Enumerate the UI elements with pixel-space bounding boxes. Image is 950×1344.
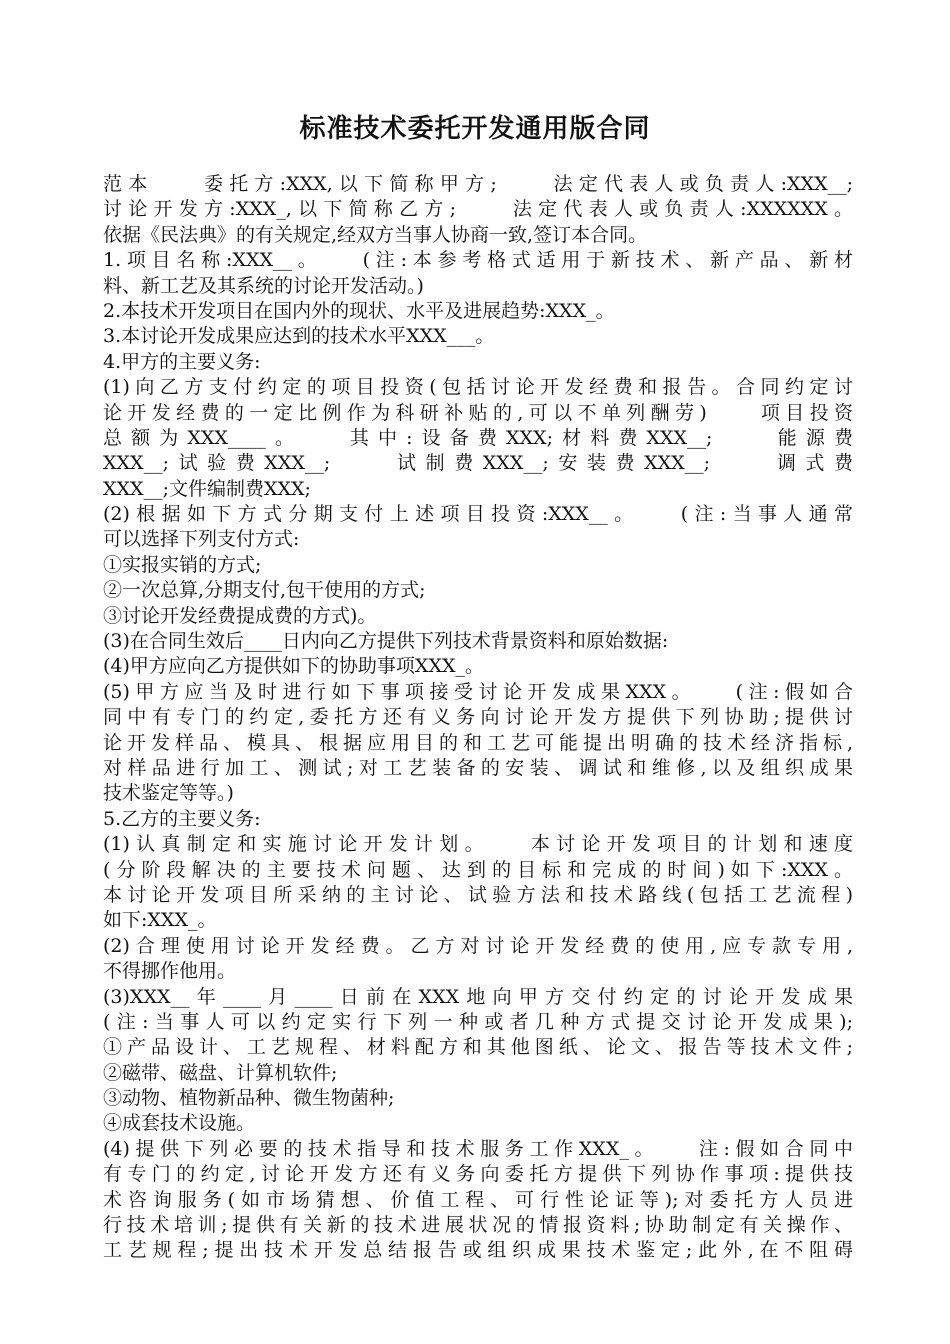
- body-line: 技术鉴定等等。): [103, 782, 234, 805]
- body-line: 论开发样品、模具、根据应用目的和工艺可能提出明确的技术经济指标,: [103, 731, 853, 754]
- body-line: (4)提供下列必要的技术指导和技术服务工作XXX_。 注:假如合同中: [103, 1137, 853, 1160]
- body-line: 5.乙方的主要义务:: [103, 807, 261, 830]
- body-line: 对样品进行加工、测试;对工艺装备的安装、调试和维修,以及组织成果: [103, 756, 853, 779]
- body-line: ②磁带、磁盘、计算机软件;: [103, 1061, 338, 1084]
- body-line: 2.本技术开发项目在国内外的现状、水平及进展趋势:XXX_。: [103, 299, 615, 322]
- body-line: 如下:XXX_。: [103, 909, 217, 932]
- body-line: ③讨论开发经费提成费的方式)。: [103, 604, 377, 627]
- document-title: 标准技术委托开发通用版合同: [299, 114, 651, 144]
- body-line: 不得挪作他用。: [103, 960, 237, 983]
- body-line: (2)合理使用讨论开发经费。乙方对讨论开发经费的使用,应专款专用,: [103, 934, 853, 957]
- body-line: (1)向乙方支付约定的项目投资(包括讨论开发经费和报告。合同约定讨: [103, 376, 853, 399]
- body-line: 有专门的约定,讨论开发方还有义务向委托方提供下列协作事项:提供技: [103, 1163, 853, 1186]
- body-line: XXX__;文件编制费XXX;: [103, 477, 311, 500]
- body-line: 1.项目名称:XXX__。 (注:本参考格式适用于新技术、新产品、新材: [103, 249, 853, 272]
- body-line: (5)甲方应当及时进行如下事项接受讨论开发成果XXX。 (注:假如合: [103, 680, 853, 703]
- body-line: ④成套技术设施。: [103, 1112, 256, 1135]
- body-line: 范本 委托方:XXX,以下简称甲方; 法定代表人或负责人:XXX__;: [103, 173, 853, 195]
- body-line: ③动物、植物新品种、微生物菌种;: [103, 1087, 395, 1110]
- body-line: 依据《民法典》的有关规定,经双方当事人协商一致,签订本合同。: [103, 223, 648, 246]
- body-line: (分阶段解决的主要技术问题、达到的目标和完成的时间)如下:XXX。: [103, 858, 853, 881]
- body-line: ①产品设计、工艺规程、材料配方和其他图纸、论文、报告等技术文件;: [103, 1036, 853, 1059]
- body-line: 论开发经费的一定比例作为科研补贴的,可以不单列酬劳) 项目投资: [103, 401, 853, 424]
- body-line: 行技术培训;提供有关新的技术进展状况的情报资料;协助制定有关操作、: [103, 1214, 853, 1237]
- body-line: ②一次总算,分期支付,包干使用的方式;: [103, 579, 426, 602]
- body-line: 讨论开发方:XXX_,以下简称乙方; 法定代表人或负责人:XXXXXX。: [103, 198, 853, 221]
- body-line: 可以选择下列支付方式:: [103, 528, 300, 551]
- body-line: (4)甲方应向乙方提供如下的协助事项XXX_。: [103, 655, 484, 678]
- body-line: (3)在合同生效后____日内向乙方提供下列技术背景资料和原始数据:: [103, 630, 669, 653]
- body-line: 同中有专门的约定,委托方还有义务向讨论开发方提供下列协助;提供讨: [103, 706, 853, 729]
- body-line: 3.本讨论开发成果应达到的技术水平XXX___。: [103, 325, 495, 348]
- body-line: 料、新工艺及其系统的讨论开发活动。): [103, 274, 424, 297]
- body-line: (3)XXX__年____月____日前在XXX地向甲方交付约定的讨论开发成果: [103, 985, 853, 1008]
- body-line: 总额为XXX____。 其中:设备费XXX;材料费XXX__; 能源费: [103, 426, 853, 449]
- body-line: 术咨询服务(如市场猜想、价值工程、可行性论证等);对委托方人员进: [103, 1188, 853, 1211]
- body-line: 本讨论开发项目所采纳的主讨论、试验方法和技术路线(包括工艺流程): [103, 883, 853, 906]
- body-line: ①实报实销的方式;: [103, 553, 262, 576]
- document-body: [103, 172, 853, 1264]
- body-line: 4.甲方的主要义务:: [103, 350, 261, 373]
- body-line: (2)根据如下方式分期支付上述项目投资:XXX__。 (注:当事人通常: [103, 503, 853, 526]
- body-line: (1)认真制定和实施讨论开发计划。 本讨论开发项目的计划和速度: [103, 833, 853, 856]
- body-line: (注:当事人可以约定实行下列一种或者几种方式提交讨论开发成果);: [103, 1010, 853, 1033]
- body-line: 工艺规程;提出技术开发总结报告或组织成果技术鉴定;此外,在不阻碍: [103, 1239, 853, 1262]
- body-line: XXX__;试验费XXX__; 试制费XXX__;安装费XXX__; 调式费: [103, 452, 853, 475]
